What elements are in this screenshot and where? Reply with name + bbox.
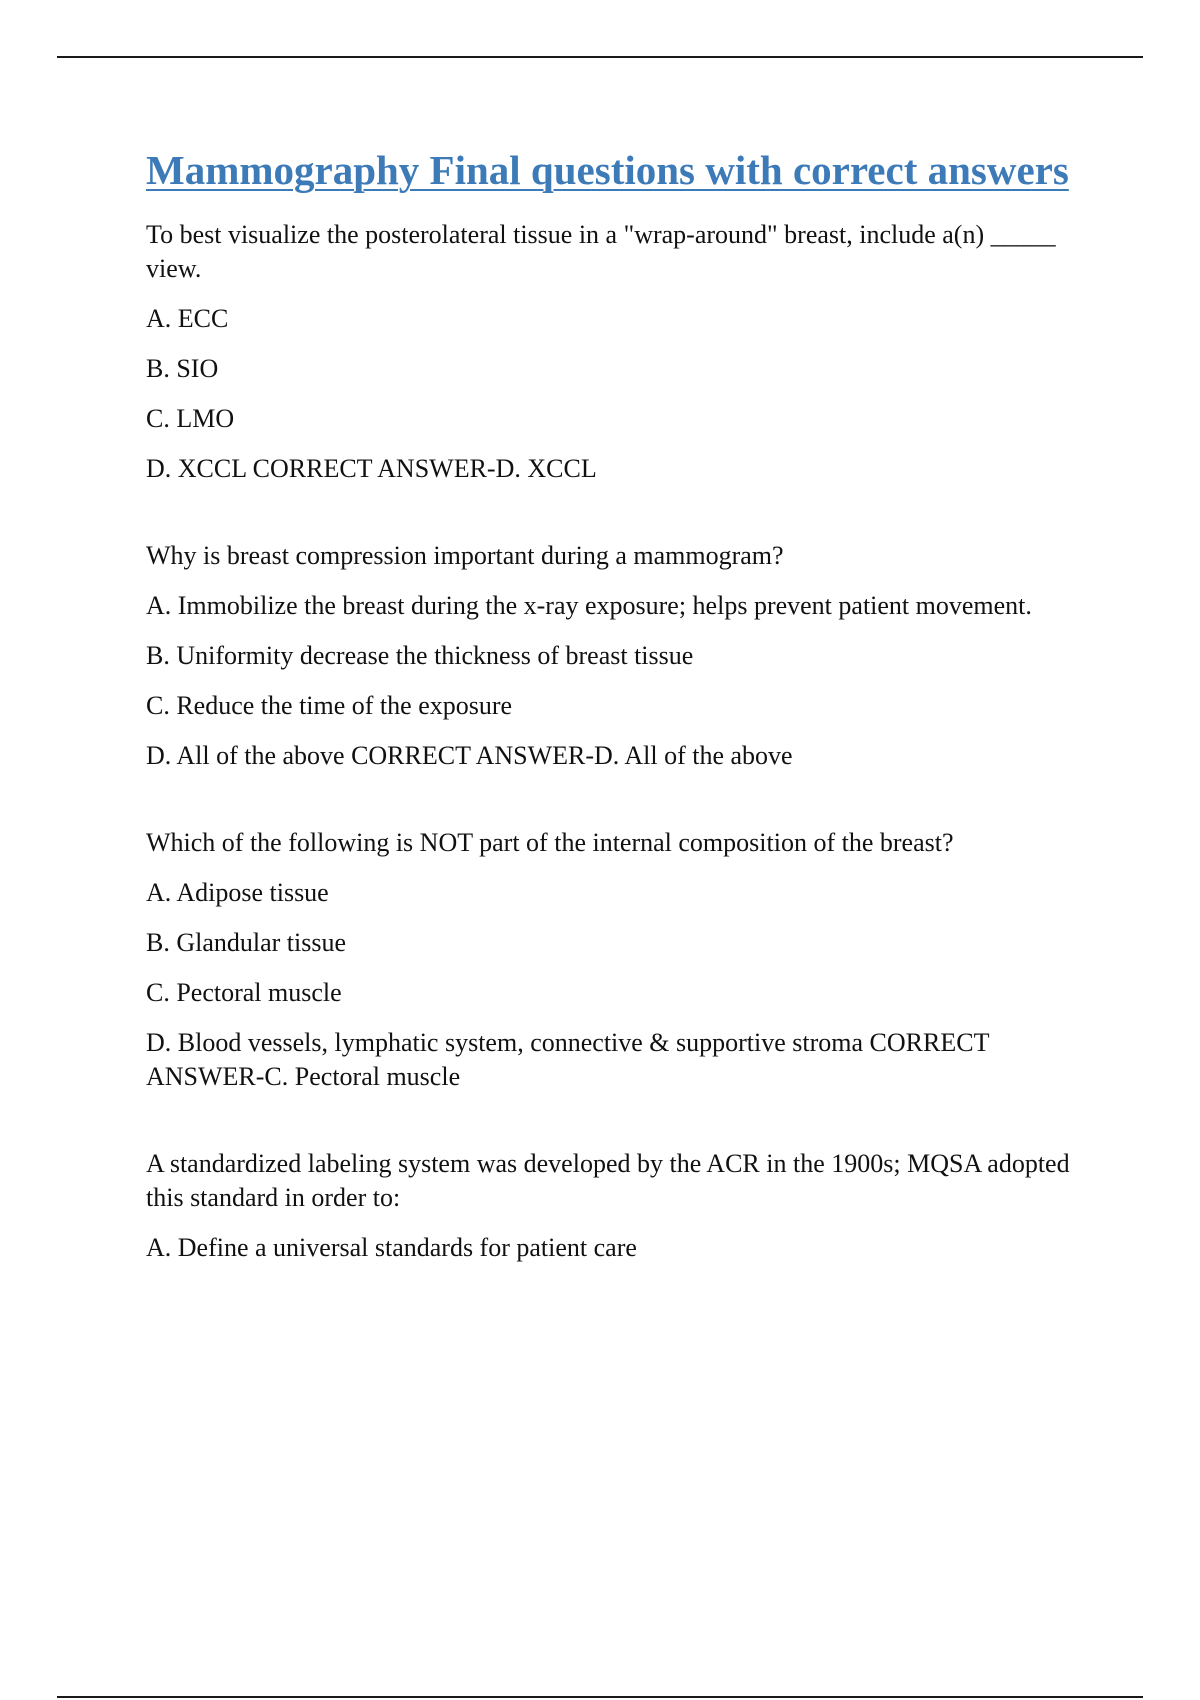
answer-option: C. Pectoral muscle xyxy=(146,978,342,1007)
document-body xyxy=(146,142,1086,1265)
question-block xyxy=(146,218,1086,486)
question-text: Why is breast compression important during a mammogram? xyxy=(146,541,784,570)
answer-option: A. Define a universal standards for patient care xyxy=(146,1233,637,1262)
header-rule xyxy=(57,56,1143,58)
answer-option: A. Immobilize the breast during the x-ray exposure; helps prevent patient movement. xyxy=(146,591,1032,620)
question-text: To best visualize the posterolateral tissue in a "wrap-around" breast, include a(n) _____ view. xyxy=(146,220,1056,283)
question-block xyxy=(146,539,1086,773)
question-text: A standardized labeling system was developed by the ACR in the 1900s; MQSA adopted this standard in order to: xyxy=(146,1149,1070,1212)
answer-option: C. LMO xyxy=(146,404,235,433)
answer-option: C. Reduce the time of the exposure xyxy=(146,691,513,720)
answer-option: D. Blood vessels, lymphatic system, connective & supportive stroma CORRECT ANSWER-C. Pectoral muscle xyxy=(146,1028,989,1091)
footer-rule xyxy=(57,1696,1143,1698)
document-title: Mammography Final questions with correct answers xyxy=(146,147,1069,193)
question-block xyxy=(146,1147,1086,1265)
answer-option: D. All of the above CORRECT ANSWER-D. All of the above xyxy=(146,741,793,770)
answer-option: B. Glandular tissue xyxy=(146,928,347,957)
answer-option: A. ECC xyxy=(146,304,229,333)
question-text: Which of the following is NOT part of the internal composition of the breast? xyxy=(146,828,954,857)
question-block xyxy=(146,826,1086,1094)
answer-option: A. Adipose tissue xyxy=(146,878,329,907)
answer-option: D. XCCL CORRECT ANSWER-D. XCCL xyxy=(146,454,597,483)
answer-option: B. SIO xyxy=(146,354,219,383)
answer-option: B. Uniformity decrease the thickness of breast tissue xyxy=(146,641,694,670)
